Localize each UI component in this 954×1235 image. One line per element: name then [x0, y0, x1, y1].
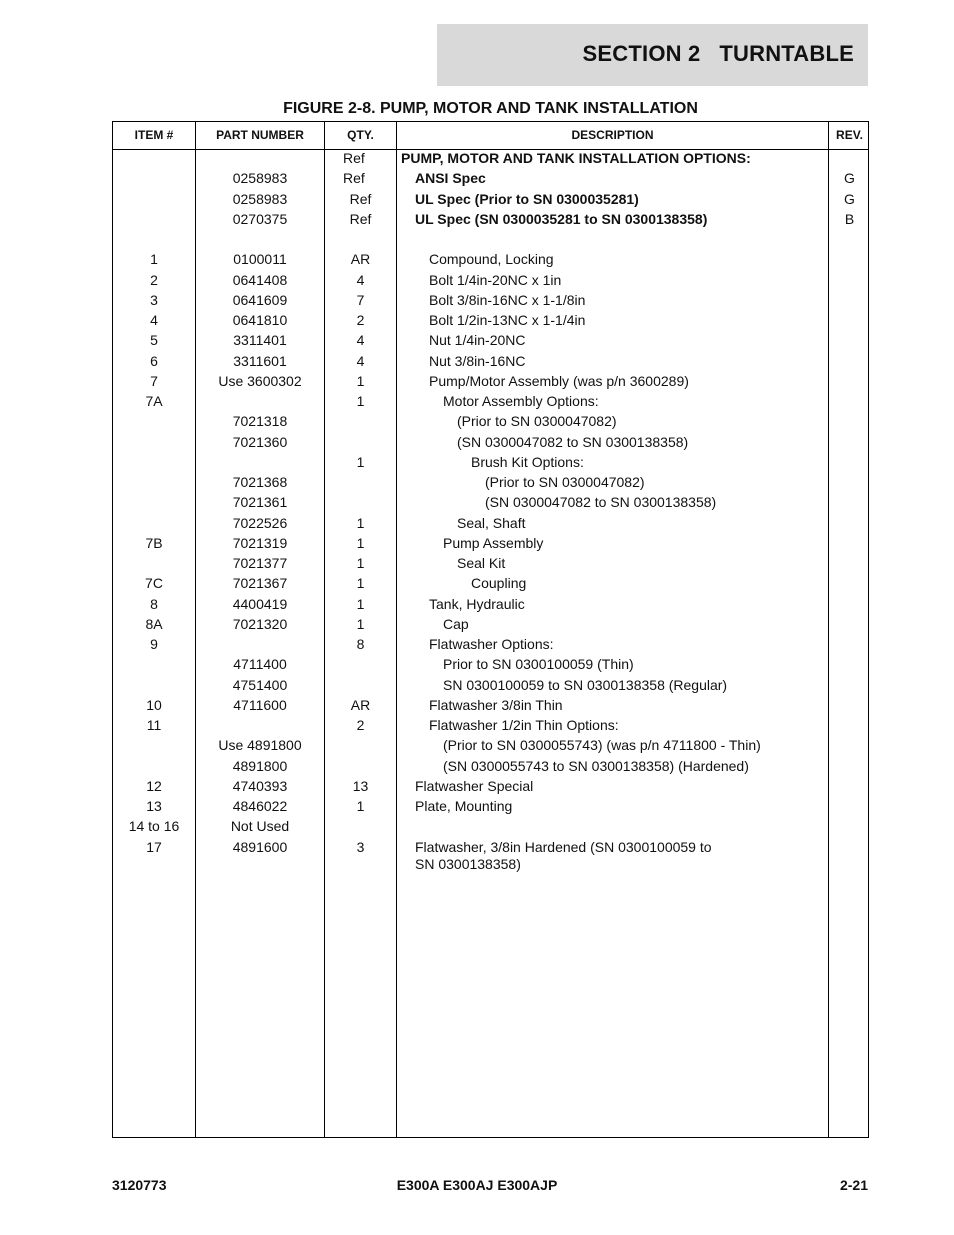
- parts-table: [112, 121, 869, 1138]
- item-number: 9: [150, 636, 158, 652]
- part-number: Not Used: [230, 818, 290, 835]
- table-row: [113, 332, 868, 352]
- part-number: 0641810: [232, 312, 288, 328]
- header-part-number: PART NUMBER: [216, 128, 304, 142]
- item-number: 11: [146, 717, 162, 733]
- part-number: 0258983: [232, 190, 288, 207]
- quantity: 1: [356, 615, 365, 632]
- description: Tank, Hydraulic: [429, 595, 525, 612]
- part-number: 3311401: [233, 332, 287, 349]
- quantity: Ref: [349, 210, 372, 227]
- description: Flatwasher Special: [415, 777, 534, 794]
- description: ANSI Spec: [415, 170, 486, 187]
- figure-title: FIGURE 2-8. PUMP, MOTOR AND TANK INSTALLATION: [283, 100, 698, 117]
- part-number: 4711600: [233, 696, 287, 713]
- description: Bolt 1/2in-13NC x 1-1/4in: [429, 312, 586, 328]
- table-row: [113, 839, 868, 875]
- description: Prior to SN 0300100059 (Thin): [443, 656, 634, 673]
- table-row: [113, 434, 868, 454]
- model-numbers: E300A E300AJ E300AJP: [396, 1177, 558, 1193]
- table-row: [113, 535, 868, 555]
- item-number: 8A: [145, 615, 163, 632]
- item-number: 7A: [145, 393, 163, 409]
- description: Brush Kit Options:: [471, 453, 584, 470]
- part-number: 7021368: [232, 474, 288, 490]
- table-row: [113, 697, 868, 717]
- quantity: 13: [352, 777, 369, 794]
- table-row: [113, 191, 868, 211]
- table-row: [113, 616, 868, 636]
- quantity: 2: [356, 312, 365, 328]
- part-number: Use 4891800: [218, 737, 302, 754]
- table-row: [113, 758, 868, 778]
- quantity: 1: [356, 393, 365, 409]
- page-number: 2-21: [839, 1177, 868, 1193]
- part-number: 7021320: [232, 615, 288, 632]
- table-row: [113, 150, 868, 170]
- quantity: Ref: [343, 150, 365, 166]
- part-number: 0270375: [232, 210, 288, 227]
- table-row: [113, 251, 868, 271]
- part-number: 7021319: [232, 534, 288, 551]
- part-number: 7022526: [232, 514, 288, 531]
- quantity: Ref: [343, 170, 365, 187]
- table-row: [113, 231, 868, 251]
- quantity: 1: [356, 372, 365, 389]
- table-row: [113, 636, 868, 656]
- table-row: [113, 292, 868, 312]
- part-number: 0641609: [232, 291, 288, 308]
- table-row: [113, 211, 868, 231]
- table-row: [113, 575, 868, 595]
- description: Flatwasher Options:: [429, 636, 554, 652]
- table-row: [113, 778, 868, 798]
- quantity: 1: [356, 798, 365, 814]
- revision: B: [844, 210, 855, 227]
- header-rev: REV.: [836, 128, 863, 142]
- item-number: 5: [150, 332, 158, 349]
- section-banner: [437, 24, 868, 86]
- item-number: 7: [150, 372, 158, 389]
- part-number: 4400419: [232, 595, 288, 612]
- quantity: 7: [356, 291, 365, 308]
- description: (SN 0300055743 to SN 0300138358) (Hardened): [443, 757, 749, 774]
- quantity: 1: [356, 555, 365, 571]
- description: Pump/Motor Assembly (was p/n 3600289): [429, 372, 689, 389]
- table-row: [113, 474, 868, 494]
- item-number: 3: [150, 291, 158, 308]
- part-number: 7021360: [232, 433, 288, 450]
- part-number: 3311601: [233, 352, 287, 369]
- quantity: AR: [350, 251, 371, 268]
- table-row: [113, 818, 868, 838]
- part-number: 7021367: [232, 575, 288, 592]
- quantity: 1: [356, 575, 365, 592]
- part-number: 4740393: [232, 777, 288, 794]
- quantity: Ref: [349, 190, 372, 207]
- table-row: [113, 393, 868, 413]
- item-number: 17: [146, 838, 162, 855]
- description: SN 0300100059 to SN 0300138358 (Regular): [443, 676, 728, 693]
- doc-number: 3120773: [112, 1177, 167, 1193]
- part-number: 4711400: [233, 656, 287, 673]
- description: Nut 3/8in-16NC: [429, 352, 526, 369]
- item-number: 14 to 16: [128, 818, 180, 835]
- table-row: [113, 798, 868, 818]
- table-row: [113, 413, 868, 433]
- item-number: 13: [146, 798, 162, 814]
- description: Compound, Locking: [429, 251, 554, 268]
- quantity: 4: [356, 352, 365, 369]
- table-row: [113, 170, 868, 190]
- item-number: 7B: [145, 534, 163, 551]
- section-title: SECTION 2 TURNTABLE: [582, 41, 854, 66]
- description-continued: SN 0300138358): [415, 855, 521, 872]
- quantity: 4: [356, 271, 365, 288]
- description: Bolt 3/8in-16NC x 1-1/8in: [429, 291, 586, 308]
- table-row: [113, 596, 868, 616]
- part-number: 7021377: [232, 555, 288, 571]
- description: Cap: [443, 615, 469, 632]
- description: Bolt 1/4in-20NC x 1in: [429, 271, 562, 288]
- quantity: 1: [356, 514, 365, 531]
- table-row: [113, 353, 868, 373]
- quantity: 1: [356, 534, 365, 551]
- revision: G: [844, 170, 855, 187]
- description: Flatwasher, 3/8in Hardened (SN 0300100059 to: [415, 838, 712, 855]
- header-qty: QTY.: [347, 128, 374, 142]
- table-row: [113, 454, 868, 474]
- item-number: 2: [150, 271, 158, 288]
- part-number: 4846022: [232, 798, 288, 814]
- item-number: 7C: [145, 575, 163, 592]
- description: (Prior to SN 0300047082): [457, 413, 617, 430]
- table-row: [113, 737, 868, 757]
- part-number: 7021318: [232, 413, 288, 430]
- item-number: 10: [146, 696, 162, 713]
- description: (SN 0300047082 to SN 0300138358): [457, 433, 689, 450]
- table-row: [113, 373, 868, 393]
- quantity: 4: [356, 332, 365, 349]
- quantity: 1: [356, 595, 365, 612]
- part-number: 0258983: [232, 170, 288, 187]
- table-row: [113, 677, 868, 697]
- quantity: 3: [356, 838, 365, 855]
- description: Flatwasher 1/2in Thin Options:: [429, 717, 619, 733]
- item-number: 6: [150, 352, 158, 369]
- table-row: [113, 656, 868, 676]
- header-item: ITEM #: [134, 128, 174, 142]
- description: PUMP, MOTOR AND TANK INSTALLATION OPTIONS:: [401, 150, 751, 166]
- description: Plate, Mounting: [415, 798, 513, 814]
- part-number: 0641408: [232, 271, 288, 288]
- table-row: [113, 312, 868, 332]
- item-number: 4: [150, 312, 158, 328]
- table-row: [113, 555, 868, 575]
- description: (Prior to SN 0300047082): [485, 474, 645, 490]
- header-description: DESCRIPTION: [571, 128, 654, 142]
- part-number: 7021361: [232, 494, 288, 511]
- description: Motor Assembly Options:: [443, 393, 599, 409]
- quantity: 2: [356, 717, 365, 733]
- description: Coupling: [471, 575, 527, 592]
- part-number: 4891800: [232, 757, 288, 774]
- item-number: 12: [146, 777, 162, 794]
- description: Seal, Shaft: [457, 514, 526, 531]
- table-row: [113, 515, 868, 535]
- item-number: 8: [150, 595, 158, 612]
- part-number: 4891600: [232, 838, 288, 855]
- description: UL Spec (Prior to SN 0300035281): [415, 190, 639, 207]
- quantity: 1: [356, 453, 365, 470]
- revision: G: [844, 190, 855, 207]
- table-row: [113, 272, 868, 292]
- description: (Prior to SN 0300055743) (was p/n 4711800 - Thin): [443, 737, 761, 754]
- table-row: [113, 494, 868, 514]
- description: Flatwasher 3/8in Thin: [429, 696, 563, 713]
- item-number: 1: [150, 251, 158, 268]
- part-number: Use 3600302: [218, 372, 302, 389]
- description: Nut 1/4in-20NC: [429, 332, 526, 349]
- quantity: AR: [350, 696, 371, 713]
- part-number: 0100011: [233, 251, 287, 268]
- part-number: 4751400: [232, 676, 288, 693]
- description: Seal Kit: [457, 555, 506, 571]
- table-row: [113, 717, 868, 737]
- quantity: 8: [356, 636, 365, 652]
- description: Pump Assembly: [443, 534, 544, 551]
- description: (SN 0300047082 to SN 0300138358): [485, 494, 717, 511]
- description: UL Spec (SN 0300035281 to SN 0300138358): [415, 210, 708, 227]
